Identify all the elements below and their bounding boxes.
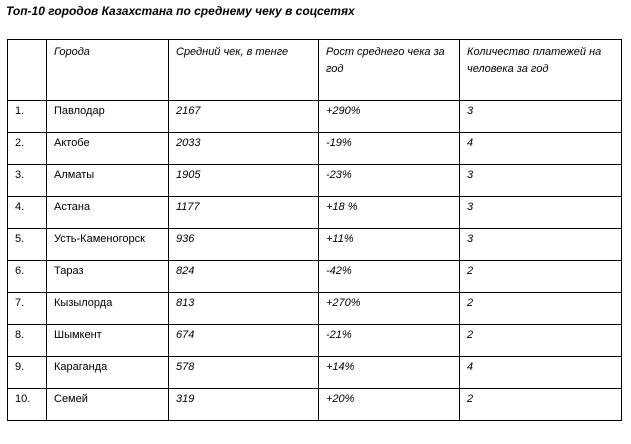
avg-check: 936: [169, 229, 319, 261]
city-name: Караганда: [47, 357, 169, 389]
header-growth: Рост среднего чека за год: [319, 40, 460, 101]
city-name: Астана: [47, 197, 169, 229]
growth: +11%: [319, 229, 460, 261]
city-name: Алматы: [47, 165, 169, 197]
payments-per-person: 4: [460, 133, 622, 165]
payments-per-person: 4: [460, 357, 622, 389]
row-number: 5.: [8, 229, 47, 261]
row-number: 7.: [8, 293, 47, 325]
avg-check: 1177: [169, 197, 319, 229]
row-number: 4.: [8, 197, 47, 229]
growth: +14%: [319, 357, 460, 389]
table-row: [8, 133, 622, 165]
row-number: 2.: [8, 133, 47, 165]
city-name: Кызылорда: [47, 293, 169, 325]
payments-per-person: 3: [460, 165, 622, 197]
avg-check: 1905: [169, 165, 319, 197]
payments-per-person: 3: [460, 101, 622, 133]
avg-check: 319: [169, 389, 319, 421]
row-number: 1.: [8, 101, 47, 133]
growth: -19%: [319, 133, 460, 165]
payments-per-person: 3: [460, 229, 622, 261]
header-payments: Количество платежей на человека за год: [460, 40, 622, 101]
avg-check: 824: [169, 261, 319, 293]
row-number: 6.: [8, 261, 47, 293]
table-row: [8, 293, 622, 325]
avg-check: 2033: [169, 133, 319, 165]
payments-per-person: 2: [460, 325, 622, 357]
payments-per-person: 2: [460, 293, 622, 325]
table-row: [8, 165, 622, 197]
table-row: [8, 229, 622, 261]
row-number: 8.: [8, 325, 47, 357]
avg-check: 674: [169, 325, 319, 357]
header-city: Города: [47, 40, 169, 101]
table-row: [8, 101, 622, 133]
avg-check: 2167: [169, 101, 319, 133]
table-row: [8, 197, 622, 229]
document-title: Топ-10 городов Казахстана по среднему чеку в соцсетях: [6, 4, 355, 18]
growth: +290%: [319, 101, 460, 133]
table-row: [8, 325, 622, 357]
row-number: 10.: [8, 389, 47, 421]
table-row: [8, 389, 622, 421]
payments-per-person: 2: [460, 261, 622, 293]
row-number: 3.: [8, 165, 47, 197]
table-row: [8, 261, 622, 293]
city-name: Шымкент: [47, 325, 169, 357]
growth: +270%: [319, 293, 460, 325]
growth: -23%: [319, 165, 460, 197]
growth: +20%: [319, 389, 460, 421]
growth: -21%: [319, 325, 460, 357]
table-header-row: [8, 40, 622, 101]
header-number: [8, 40, 47, 101]
city-name: Семей: [47, 389, 169, 421]
payments-per-person: 3: [460, 197, 622, 229]
header-avg-check: Средний чек, в тенге: [169, 40, 319, 101]
avg-check: 813: [169, 293, 319, 325]
city-name: Тараз: [47, 261, 169, 293]
row-number: 9.: [8, 357, 47, 389]
avg-check: 578: [169, 357, 319, 389]
city-name: Актобе: [47, 133, 169, 165]
city-name: Усть-Каменогорск: [47, 229, 169, 261]
payments-per-person: 2: [460, 389, 622, 421]
city-name: Павлодар: [47, 101, 169, 133]
growth: -42%: [319, 261, 460, 293]
growth: +18 %: [319, 197, 460, 229]
cities-table: [7, 39, 622, 421]
table-row: [8, 357, 622, 389]
